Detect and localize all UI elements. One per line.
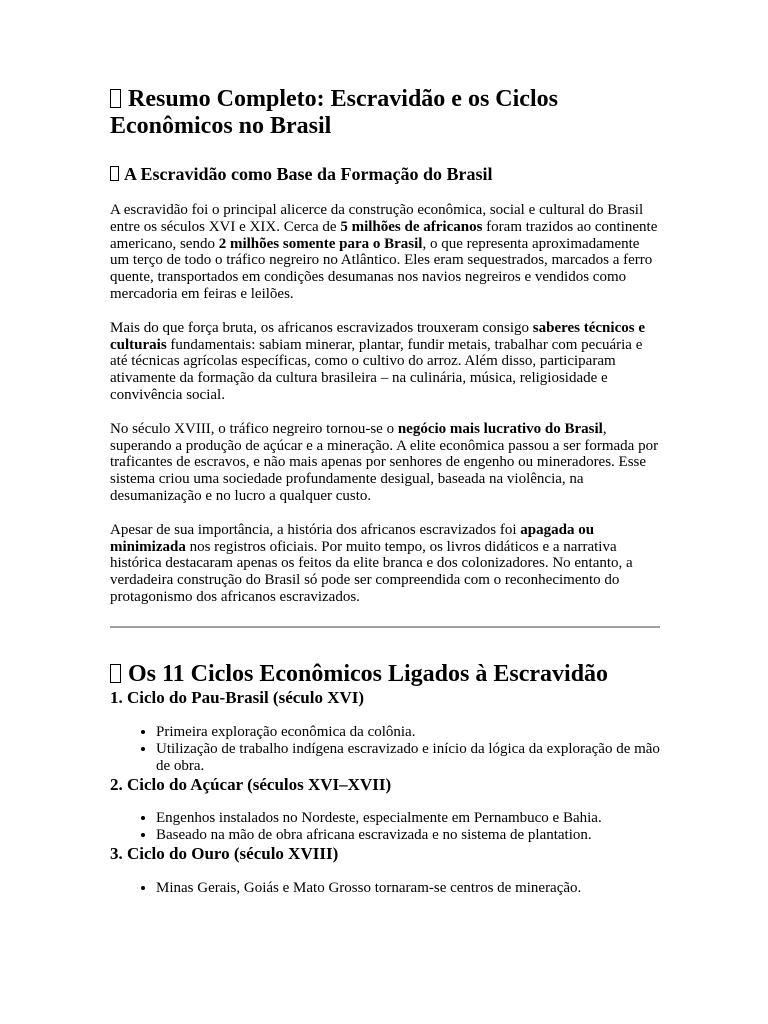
paragraph-text: A escravidão foi o principal alicerce da construção econômica, social e cultural do Brasil entre os séculos XVI e XIX. Cerca de: [110, 202, 644, 235]
cycle-heading-1: 1. Ciclo do Pau-Brasil (século XVI): [110, 687, 365, 707]
subtitle-text: A Escravidão como Base da Formação do Brasil: [124, 164, 493, 184]
section-title: [110, 661, 660, 688]
list-item: • Engenhos instalados no Nordeste, especialmente em Pernambuco e Bahia.: [156, 810, 660, 827]
cycle-heading-2: 2. Ciclo do Açúcar (séculos XVI–XVII): [110, 774, 392, 794]
cycle-list-1: [110, 724, 660, 775]
paragraph-text: , o que representa aproximadamente um terço de todo o tráfico negreiro no Atlântico. Eles eram sequestrados, marcados a ferro quente, transportados em condições desumanas nos navios negreiros e vendidos como mercadoria em feiras e leilões.: [110, 235, 653, 302]
list-item: • Primeira exploração econômica da colônia.: [156, 724, 660, 741]
document-title: [110, 86, 660, 140]
paragraph-text: foram trazidos ao continente americano, sendo: [110, 218, 658, 252]
section-title-text: Os 11 Ciclos Econômicos Ligados à Escravidão: [128, 660, 609, 687]
bold-text: 5 milhões de africanos: [340, 218, 483, 235]
paragraph-text: nos registros oficiais. Por muito tempo, os livros didáticos e a narrativa histórica destacaram apenas os feitos da elite branca e dos colonizadores. No entanto, a verdadeira construção do Brasil só pode ser compreendida com o reconhecimento do protagonismo dos africanos escravizados.: [110, 538, 633, 605]
paragraph-2: [110, 320, 660, 404]
cycle-list-2: [110, 810, 660, 844]
paragraph-1: [110, 202, 660, 303]
paragraph-text: Mais do que força bruta, os africanos escravizados trouxeram consigo: [110, 319, 533, 336]
paragraph-text: No século XVIII, o tráfico negreiro tornou-se o: [110, 420, 398, 437]
paragraph-text: Apesar de sua importância, a história dos africanos escravizados foi: [110, 521, 521, 538]
bold-text: saberes técnicos e culturais: [110, 319, 645, 353]
horizontal-divider: [110, 626, 660, 628]
missing-glyph-box-icon: [110, 664, 121, 683]
cycle-list-3: [110, 880, 660, 897]
paragraph-text: fundamentais: sabiam minerar, plantar, fundir metais, trabalhar com pecuária e até técnicas agrícolas específicas, como o cultivo do arroz. Além disso, participaram ativamente da formação da cultura brasileira – na culinária, música, religiosidade e convivência social.: [110, 336, 643, 403]
missing-glyph-box-icon: [110, 89, 121, 108]
missing-glyph-box-icon: [110, 166, 119, 181]
list-item: • Minas Gerais, Goiás e Mato Grosso tornaram-se centros de mineração.: [156, 880, 660, 897]
paragraph-text: , superando a produção de açúcar e a mineração. A elite econômica passou a ser formada por traficantes de escravos, e não mais apenas por senhores de engenho ou mineradores. Esse sistema criou uma sociedade profundamente desigual, baseada na violência, na desumanização e no lucro a qualquer custo.: [110, 420, 659, 504]
bold-text: apagada ou minimizada: [110, 521, 595, 555]
document-content: [110, 86, 660, 897]
subtitle: [110, 163, 660, 185]
bold-text: negócio mais lucrativo do Brasil: [397, 420, 603, 437]
cycle-heading-3: 3. Ciclo do Ouro (século XVIII): [110, 843, 339, 863]
list-item: • Utilização de trabalho indígena escravizado e início da lógica da exploração de mão de obra.: [156, 741, 660, 775]
document-title-text: Resumo Completo: Escravidão e os Ciclos Econômicos no Brasil: [110, 86, 558, 139]
list-item: • Baseado na mão de obra africana escravizada e no sistema de plantation.: [156, 827, 660, 844]
paragraph-3: [110, 421, 660, 505]
bold-text: 2 milhões somente para o Brasil: [218, 235, 423, 252]
paragraph-4: [110, 522, 660, 606]
